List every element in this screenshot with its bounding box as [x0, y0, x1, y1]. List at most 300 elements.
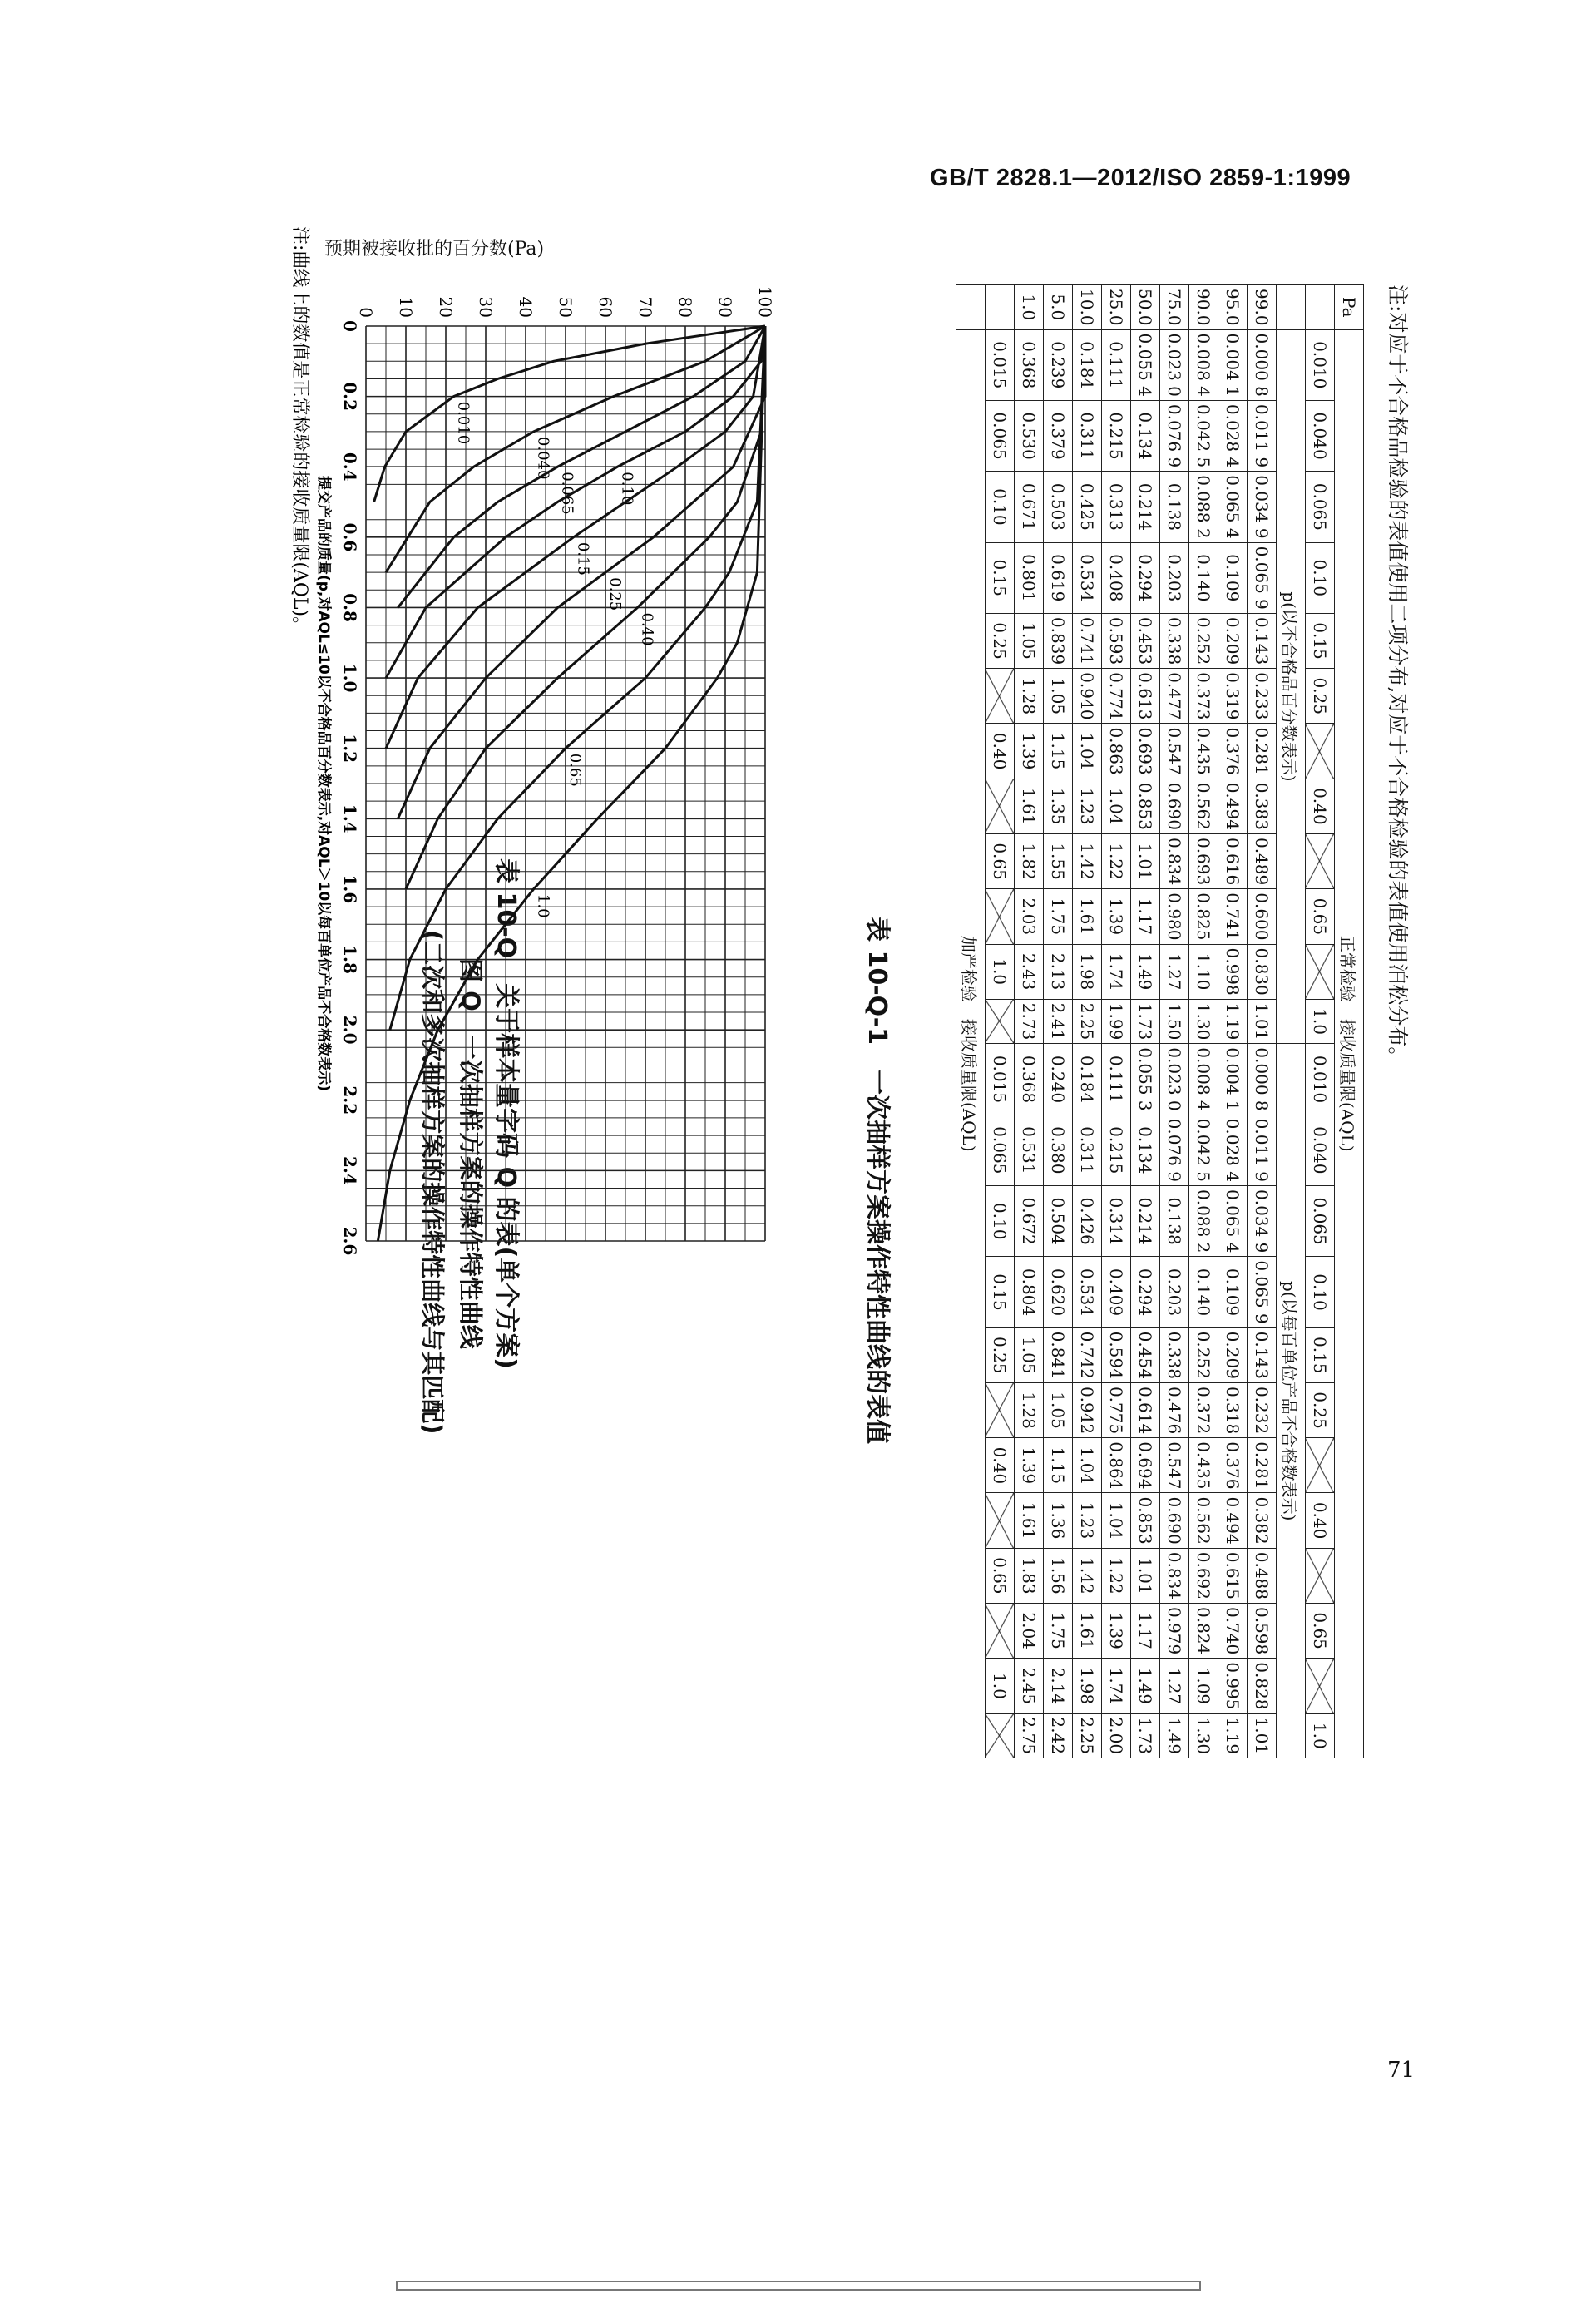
x-tick-label: 0.8 — [340, 593, 360, 622]
table-cell: 0.209 — [1218, 1327, 1248, 1382]
table-cell: 0.011 9 — [1248, 400, 1277, 471]
table-row — [1160, 285, 1189, 1758]
table-cell: 0.547 — [1160, 1438, 1189, 1493]
table-cell: 0.503 — [1044, 472, 1073, 542]
table-cell: 0.690 — [1160, 1493, 1189, 1548]
table-cell: 0.318 — [1218, 1382, 1248, 1437]
aql-header-cell: 0.65 — [1306, 889, 1335, 944]
curve-label: 0.065 — [558, 472, 576, 515]
pa-value: 90.0 — [1189, 285, 1218, 330]
table-cell: 0.008 4 — [1189, 1044, 1218, 1115]
table-row — [1218, 285, 1248, 1758]
table-note: 注:对应于不合格品检验的表值使用二项分布,对应于不合格检验的表值使用泊松分布。 — [1386, 284, 1410, 1068]
page-number: 71 — [1387, 2058, 1416, 2083]
table-cell: 2.41 — [1044, 999, 1073, 1044]
table-row — [1189, 285, 1218, 1758]
table-cell: 0.314 — [1102, 1185, 1131, 1256]
empty-cross-cell — [1306, 944, 1335, 999]
table-cell: 0.232 — [1248, 1382, 1277, 1437]
rotated-content — [289, 226, 1447, 2239]
x-tick-label: 1.4 — [340, 803, 360, 833]
table-cell: 0.476 — [1160, 1382, 1189, 1437]
table-cell: 0.034 9 — [1248, 1185, 1277, 1256]
table-cell: 0.942 — [1073, 1382, 1102, 1437]
table-cell: 0.853 — [1131, 1493, 1160, 1548]
curve-label: 0.25 — [606, 577, 624, 611]
table-cell: 0.598 — [1248, 1604, 1277, 1659]
table-cell: 2.03 — [1015, 889, 1044, 944]
pa-value: 75.0 — [1160, 285, 1189, 330]
table-cell: 0.281 — [1248, 724, 1277, 779]
table-cell: 0.692 — [1189, 1548, 1218, 1603]
y-axis-label: 预期被接收批的百分数(Pa) — [324, 239, 545, 260]
x-tick-label: 2.6 — [340, 1226, 360, 1256]
table-cell: 1.01 — [1248, 1713, 1277, 1758]
tightened-aql-cell: 0.65 — [986, 833, 1015, 888]
blank-cell — [1306, 285, 1335, 330]
empty-cross-cell — [1306, 833, 1335, 888]
table-cell: 0.111 — [1102, 329, 1131, 400]
x-tick-label: 1.2 — [340, 734, 360, 764]
table-cell: 1.15 — [1044, 1438, 1073, 1493]
x-tick-label: 2.2 — [340, 1085, 360, 1115]
table-cell: 1.05 — [1015, 613, 1044, 668]
table-cell: 0.055 3 — [1131, 1044, 1160, 1115]
table-cell: 1.73 — [1131, 1713, 1160, 1758]
aql-header-cell: 0.40 — [1306, 1493, 1335, 1548]
table-cell: 0.294 — [1131, 1257, 1160, 1327]
table-cell: 0.494 — [1218, 1493, 1248, 1548]
table-cell: 0.076 9 — [1160, 1115, 1189, 1185]
oc-chart — [289, 226, 782, 1258]
table-cell: 1.30 — [1189, 999, 1218, 1044]
aql-header-cell: 0.25 — [1306, 1382, 1335, 1437]
tightened-aql-cell: 0.065 — [986, 400, 1015, 471]
table-cell: 1.49 — [1131, 944, 1160, 999]
table-row — [1015, 285, 1044, 1758]
empty-cross-cell — [986, 889, 1015, 944]
table-cell: 0.834 — [1160, 833, 1189, 888]
table-cell: 0.042 5 — [1189, 1115, 1218, 1185]
x-tick-label: 2.4 — [340, 1155, 360, 1185]
table-cell: 0.042 5 — [1189, 400, 1218, 471]
table-cell: 0.294 — [1131, 542, 1160, 613]
table-cell: 0.672 — [1015, 1185, 1044, 1256]
blank-cell — [1277, 285, 1306, 330]
table-cell: 1.73 — [1131, 999, 1160, 1044]
chart-note: 注:曲线上的数值是正常检验的接收质量限(AQL)。 — [289, 226, 310, 635]
table-cell: 1.75 — [1044, 1604, 1073, 1659]
table-cell: 0.368 — [1015, 1044, 1044, 1115]
scan-border — [396, 2281, 1201, 2291]
aql-header-cell: 0.40 — [1306, 779, 1335, 833]
y-tick-label: 80 — [675, 296, 695, 318]
aql-header-cell: 0.10 — [1306, 1257, 1335, 1327]
table-cell: 0.281 — [1248, 1438, 1277, 1493]
table-cell: 1.39 — [1015, 724, 1044, 779]
table-cell: 0.600 — [1248, 889, 1277, 944]
table-cell: 1.35 — [1044, 779, 1073, 833]
tightened-aql-cell: 0.40 — [986, 724, 1015, 779]
table-cell: 0.828 — [1248, 1659, 1277, 1713]
table-cell: 0.088 2 — [1189, 472, 1218, 542]
table-cell: 1.04 — [1102, 779, 1131, 833]
y-tick-label: 60 — [595, 296, 615, 318]
x-tick-label: 0.2 — [340, 382, 360, 412]
tightened-aql-cell: 0.25 — [986, 1327, 1015, 1382]
table-cell: 0.028 4 — [1218, 1115, 1248, 1185]
aql-header-cell: 0.25 — [1306, 669, 1335, 724]
table-cell: 1.19 — [1218, 1713, 1248, 1758]
table-cell: 0.830 — [1248, 944, 1277, 999]
table-section — [862, 284, 1447, 2231]
table-cell: 0.834 — [1160, 1548, 1189, 1603]
table-cell: 0.454 — [1131, 1327, 1160, 1382]
aql-header-cell: 0.15 — [1306, 613, 1335, 668]
table-cell: 1.04 — [1073, 1438, 1102, 1493]
table-cell: 0.453 — [1131, 613, 1160, 668]
curve-label: 0.65 — [566, 753, 584, 787]
table-cell: 0.995 — [1218, 1659, 1248, 1713]
table-cell: 1.04 — [1102, 1493, 1131, 1548]
table-cell: 1.99 — [1102, 999, 1131, 1044]
table-cell: 1.82 — [1015, 833, 1044, 888]
empty-cross-cell — [1306, 1548, 1335, 1603]
table-cell: 0.379 — [1044, 400, 1073, 471]
table-cell: 0.562 — [1189, 779, 1218, 833]
tightened-label-row — [956, 285, 986, 1758]
aql-header-cell: 0.65 — [1306, 1604, 1335, 1659]
table-cell: 0.134 — [1131, 1115, 1160, 1185]
table-cell: 1.17 — [1131, 889, 1160, 944]
table-cell: 2.73 — [1015, 999, 1044, 1044]
table-cell: 2.45 — [1015, 1659, 1044, 1713]
table-cell: 0.252 — [1189, 1327, 1218, 1382]
table-cell: 0.004 1 — [1218, 1044, 1248, 1115]
table-cell: 1.01 — [1131, 833, 1160, 888]
table-cell: 0.435 — [1189, 724, 1218, 779]
y-tick-label: 10 — [396, 296, 416, 318]
table-cell: 1.19 — [1218, 999, 1248, 1044]
tightened-aql-cell: 0.065 — [986, 1115, 1015, 1185]
aql-header-cell: 1.0 — [1306, 1713, 1335, 1758]
table-cell: 0.534 — [1073, 1257, 1102, 1327]
table-row — [1044, 285, 1073, 1758]
table-cell: 0.382 — [1248, 1493, 1277, 1548]
table-cell: 0.368 — [1015, 329, 1044, 400]
table-cell: 0.740 — [1218, 1604, 1248, 1659]
tightened-aql-cell: 0.65 — [986, 1548, 1015, 1603]
table-cell: 0.140 — [1189, 1257, 1218, 1327]
table-cell: 0.023 0 — [1160, 329, 1189, 400]
table-cell: 0.531 — [1015, 1115, 1044, 1185]
table-cell: 0.004 1 — [1218, 329, 1248, 400]
table-cell: 1.04 — [1073, 724, 1102, 779]
document-header: GB/T 2828.1—2012/ISO 2859-1:1999 — [930, 165, 1351, 191]
empty-cross-cell — [986, 1493, 1015, 1548]
table-cell: 0.619 — [1044, 542, 1073, 613]
empty-cross-cell — [986, 1713, 1015, 1758]
table-header-row — [1335, 285, 1364, 1758]
table-cell: 1.61 — [1015, 779, 1044, 833]
table-cell: 0.408 — [1102, 542, 1131, 613]
table-cell: 1.56 — [1044, 1548, 1073, 1603]
curve-label: 1.0 — [534, 893, 552, 918]
y-tick-label: 50 — [556, 296, 576, 318]
table-cell: 0.693 — [1131, 724, 1160, 779]
table-cell: 0.252 — [1189, 613, 1218, 668]
table-cell: 1.28 — [1015, 1382, 1044, 1437]
table-cell: 1.05 — [1015, 1327, 1044, 1382]
y-tick-label: 40 — [516, 296, 536, 318]
table-cell: 0.311 — [1073, 400, 1102, 471]
table-cell: 1.98 — [1073, 1659, 1102, 1713]
table-caption: 表 10-Q-1 一次抽样方案操作特性曲线的表值 — [862, 917, 892, 1445]
pa-header: Pa — [1335, 285, 1364, 330]
table-cell: 1.61 — [1073, 1604, 1102, 1659]
table-cell: 0.138 — [1160, 1185, 1189, 1256]
table-cell: 0.203 — [1160, 542, 1189, 613]
table-cell: 0.409 — [1102, 1257, 1131, 1327]
empty-cross-cell — [986, 1604, 1015, 1659]
table-cell: 0.477 — [1160, 669, 1189, 724]
table-cell: 0.011 9 — [1248, 1115, 1277, 1185]
table-cell: 0.694 — [1131, 1438, 1160, 1493]
table-cell: 0.489 — [1248, 833, 1277, 888]
table-cell: 1.39 — [1015, 1438, 1044, 1493]
table-cell: 0.065 4 — [1218, 1185, 1248, 1256]
tightened-aql-cell: 0.15 — [986, 542, 1015, 613]
table-cell: 0.000 8 — [1248, 1044, 1277, 1115]
table-cell: 1.61 — [1015, 1493, 1044, 1548]
curve-label: 0.040 — [534, 436, 552, 480]
empty-cross-cell — [986, 669, 1015, 724]
aql-header-cell: 0.010 — [1306, 329, 1335, 400]
table-cell: 0.940 — [1073, 669, 1102, 724]
table-cell: 1.74 — [1102, 944, 1131, 999]
table-cell: 0.184 — [1073, 1044, 1102, 1115]
table-cell: 1.22 — [1102, 833, 1131, 888]
empty-cross-cell — [1306, 724, 1335, 779]
table-cell: 0.376 — [1218, 724, 1248, 779]
chart-title-2: 图 Q 一次抽样方案的操作特性曲线 — [457, 958, 485, 1349]
normal-inspection-header: 正常检验 接收质量限(AQL) — [1335, 329, 1364, 1758]
table-cell: 0.742 — [1073, 1327, 1102, 1382]
aql-header-cell: 0.10 — [1306, 542, 1335, 613]
table-cell: 0.233 — [1248, 669, 1277, 724]
curve-label: 0.40 — [638, 612, 656, 646]
table-cell: 1.61 — [1073, 889, 1102, 944]
y-tick-label: 20 — [436, 296, 456, 318]
pa-value: 25.0 — [1102, 285, 1131, 330]
table-cell: 1.01 — [1248, 999, 1277, 1044]
table-cell: 0.824 — [1189, 1604, 1218, 1659]
table-cell: 0.184 — [1073, 329, 1102, 400]
table-cell: 1.23 — [1073, 1493, 1102, 1548]
unit-label-nonconforming: p(以不合格品百分数表示) — [1277, 329, 1306, 1044]
unit-label-nonconformities: p(以每百单位产品不合格数表示) — [1277, 1044, 1306, 1758]
table-cell: 0.530 — [1015, 400, 1044, 471]
table-cell: 2.04 — [1015, 1604, 1044, 1659]
tightened-aql-row — [986, 285, 1015, 1758]
table-cell: 0.076 9 — [1160, 400, 1189, 471]
table-cell: 0.613 — [1131, 669, 1160, 724]
y-tick-label: 70 — [635, 296, 655, 318]
table-cell: 0.055 4 — [1131, 329, 1160, 400]
table-cell: 2.42 — [1044, 1713, 1073, 1758]
table-cell: 0.143 — [1248, 1327, 1277, 1382]
table-cell: 0.203 — [1160, 1257, 1189, 1327]
table-cell: 0.109 — [1218, 542, 1248, 613]
y-tick-label: 0 — [356, 307, 376, 318]
table-cell: 0.143 — [1248, 613, 1277, 668]
x-tick-label: 0.4 — [340, 452, 360, 482]
table-cell: 0.239 — [1044, 329, 1073, 400]
table-cell: 1.74 — [1102, 1659, 1131, 1713]
table-cell: 0.000 8 — [1248, 329, 1277, 400]
table-cell: 0.313 — [1102, 472, 1131, 542]
table-cell: 0.088 2 — [1189, 1185, 1218, 1256]
table-cell: 0.825 — [1189, 889, 1218, 944]
table-cell: 0.547 — [1160, 724, 1189, 779]
oc-table — [956, 284, 1364, 1758]
table-cell: 0.376 — [1218, 1438, 1248, 1493]
x-axis-label: 提交产品的质量(p,对AQL≤10以不合格品百分数表示,对AQL＞10以每百单位产品不合格数表示) — [315, 475, 332, 1092]
curve-label: 0.010 — [454, 401, 472, 445]
aql-header-cell: 0.010 — [1306, 1044, 1335, 1115]
blank-cell — [956, 285, 986, 330]
table-cell: 0.214 — [1131, 472, 1160, 542]
table-cell: 0.841 — [1044, 1327, 1073, 1382]
tightened-aql-cell: 0.40 — [986, 1438, 1015, 1493]
table-cell: 0.998 — [1218, 944, 1248, 999]
aql-header-cell: 0.15 — [1306, 1327, 1335, 1382]
empty-cross-cell — [1306, 1659, 1335, 1713]
table-cell: 0.774 — [1102, 669, 1131, 724]
table-cell: 0.319 — [1218, 669, 1248, 724]
aql-header-cell: 0.040 — [1306, 400, 1335, 471]
table-cell: 2.25 — [1073, 999, 1102, 1044]
table-cell: 0.373 — [1189, 669, 1218, 724]
tightened-aql-cell: 0.10 — [986, 472, 1015, 542]
table-cell: 1.30 — [1189, 1713, 1218, 1758]
table-cell: 0.804 — [1015, 1257, 1044, 1327]
table-cell: 0.008 4 — [1189, 329, 1218, 400]
table-cell: 0.140 — [1189, 542, 1218, 613]
x-tick-label: 2.0 — [340, 1015, 360, 1045]
pa-value: 10.0 — [1073, 285, 1102, 330]
x-tick-label: 0.6 — [340, 522, 360, 552]
x-tick-label: 1.0 — [340, 663, 360, 693]
table-cell: 0.111 — [1102, 1044, 1131, 1115]
table-cell: 0.138 — [1160, 472, 1189, 542]
table-cell: 1.98 — [1073, 944, 1102, 999]
y-tick-label: 30 — [476, 296, 496, 318]
table-cell: 0.494 — [1218, 779, 1248, 833]
table-cell: 0.853 — [1131, 779, 1160, 833]
pa-value: 5.0 — [1044, 285, 1073, 330]
table-cell: 2.43 — [1015, 944, 1044, 999]
table-cell: 0.380 — [1044, 1115, 1073, 1185]
table-row — [1102, 285, 1131, 1758]
table-cell: 0.594 — [1102, 1327, 1131, 1382]
empty-cross-cell — [1306, 1438, 1335, 1493]
x-tick-label: 1.8 — [340, 945, 360, 974]
table-cell: 0.134 — [1131, 400, 1160, 471]
table-cell: 1.22 — [1102, 1548, 1131, 1603]
empty-cross-cell — [986, 999, 1015, 1044]
table-cell: 0.562 — [1189, 1493, 1218, 1548]
table-cell: 0.615 — [1218, 1548, 1248, 1603]
table-cell: 0.214 — [1131, 1185, 1160, 1256]
empty-cross-cell — [986, 1382, 1015, 1437]
table-cell: 0.979 — [1160, 1604, 1189, 1659]
table-cell: 0.311 — [1073, 1115, 1102, 1185]
table-cell: 1.09 — [1189, 1659, 1218, 1713]
tightened-aql-cell: 0.10 — [986, 1185, 1015, 1256]
aql-header-cell: 0.065 — [1306, 1185, 1335, 1256]
table-cell: 0.775 — [1102, 1382, 1131, 1437]
table-cell: 0.034 9 — [1248, 472, 1277, 542]
chart-title-1: 表 10-Q 关于样本量字码 Q 的表(单个方案) — [492, 858, 521, 1369]
table-cell: 0.801 — [1015, 542, 1044, 613]
table-cell: 0.693 — [1189, 833, 1218, 888]
table-cell: 0.023 0 — [1160, 1044, 1189, 1115]
aql-header-row — [1306, 285, 1335, 1758]
tightened-aql-cell: 0.015 — [986, 329, 1015, 400]
chart-title-3: (二次和多次抽样方案的操作特性曲线与其匹配) — [418, 930, 447, 1435]
table-cell: 0.616 — [1218, 833, 1248, 888]
pa-value: 99.0 — [1248, 285, 1277, 330]
table-cell: 2.75 — [1015, 1713, 1044, 1758]
table-cell: 1.01 — [1131, 1548, 1160, 1603]
table-cell: 2.13 — [1044, 944, 1073, 999]
table-cell: 1.17 — [1131, 1604, 1160, 1659]
unit-row — [1277, 285, 1306, 1758]
table-cell: 2.14 — [1044, 1659, 1073, 1713]
tightened-aql-cell: 0.25 — [986, 613, 1015, 668]
table-cell: 0.338 — [1160, 613, 1189, 668]
table-cell: 1.05 — [1044, 1382, 1073, 1437]
table-cell: 0.240 — [1044, 1044, 1073, 1115]
table-cell: 0.690 — [1160, 779, 1189, 833]
tightened-inspection-header: 加严检验 接收质量限(AQL) — [956, 329, 986, 1758]
empty-cross-cell — [986, 779, 1015, 833]
table-cell: 0.338 — [1160, 1327, 1189, 1382]
table-cell: 0.435 — [1189, 1438, 1218, 1493]
table-cell: 0.065 9 — [1248, 542, 1277, 613]
table-cell: 0.614 — [1131, 1382, 1160, 1437]
table-cell: 1.83 — [1015, 1548, 1044, 1603]
aql-header-cell: 0.040 — [1306, 1115, 1335, 1185]
table-cell: 0.215 — [1102, 1115, 1131, 1185]
table-cell: 1.05 — [1044, 669, 1073, 724]
table-cell: 1.42 — [1073, 1548, 1102, 1603]
tightened-aql-cell: 1.0 — [986, 944, 1015, 999]
table-cell: 1.28 — [1015, 669, 1044, 724]
table-cell: 1.42 — [1073, 833, 1102, 888]
table-cell: 0.593 — [1102, 613, 1131, 668]
table-cell: 1.10 — [1189, 944, 1218, 999]
blank-cell — [986, 285, 1015, 330]
table-cell: 1.49 — [1160, 1713, 1189, 1758]
table-cell: 1.55 — [1044, 833, 1073, 888]
table-cell: 0.425 — [1073, 472, 1102, 542]
pa-value: 50.0 — [1131, 285, 1160, 330]
y-tick-label: 90 — [715, 296, 735, 318]
curve-label: 0.15 — [574, 541, 592, 576]
curve-label: 0.10 — [618, 472, 636, 506]
